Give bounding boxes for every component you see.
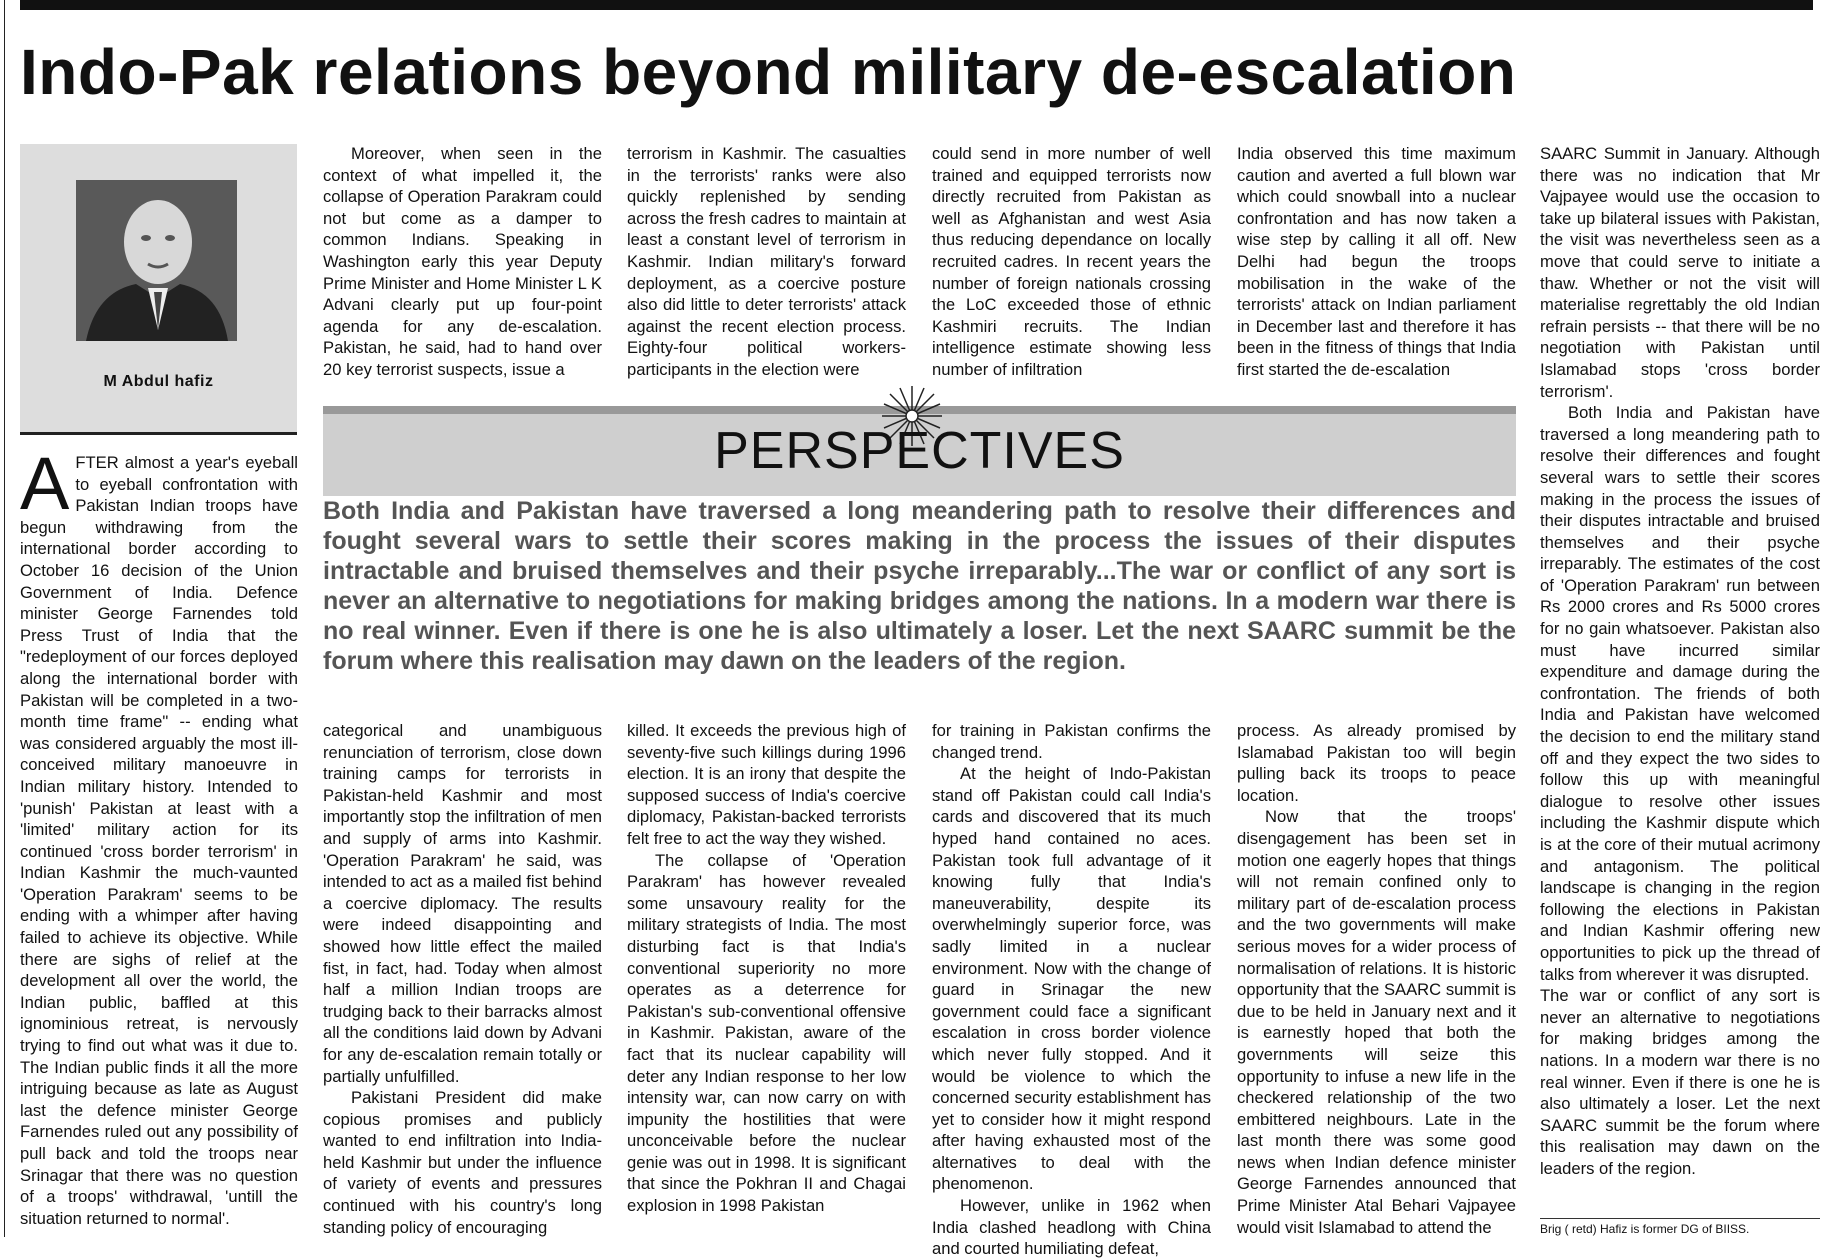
top2-paragraph: terrorism in Kashmir. The casualties in the terrorists' ranks were also quickly replenished by sending across the fresh cadres to maintain at least a constant level of terrorism in Kashmir. Indian military's forward deployment, as a coercive posture also did little to deter terrorists' attack against the recent election process. Eighty-four political workers-participants in the election were: [627, 144, 906, 379]
right-paragraph-1: SAARC Summit in January. Although there was no indication that Mr Vajpayee would use the occasion to take up bilateral issues with Pakistan, the visit was nevertheless seen as a move that could serve to initiate a thaw. Whether or not the visit will materialise regrettably the old Indian refrain persists -- that there will be no negotiation with Pakistan until Islamabad stops 'cross border terrorism'.: [1540, 144, 1820, 401]
column-top-1: [323, 143, 602, 381]
column-left: [20, 442, 298, 1229]
bot4-paragraph-2: Now that the troops' disengagement has been set in motion one eagerly hopes that things will not remain confined only to military part of de-escalation process and the two governments will make serious moves for a wider process of normalisation of relations. It is historic opportunity that the SAARC summit is due to be held in January next and it is earnestly hoped that both the governments will seize this opportunity to infuse a new life in the checkered relationship of the two embittered neighbours. Late in the last month there was some good news when Indian defence minister George Farnendes announced that Prime Minister Atal Behari Vajpayee would visit Islamabad to attend the: [1237, 807, 1516, 1237]
portrait-illustration: [76, 180, 237, 341]
column-bottom-4: [1237, 720, 1516, 1238]
bot1-paragraph-1: categorical and unambiguous renunciation of terrorism, close down training camps for terrorists in Pakistan-held Kashmir and most importantly stop the infiltration of men and supply of arms into Kashmir. 'Operation Parakram' he said, was intended to act as a mailed fist behind a coercive diplomacy. The results were indeed disappointing and showed how little effect the mailed fist, in fact, had. Today when almost half a million Indian troops are trudging back to their barracks almost all the conditions laid down by Advani for any de-escalation remain totally or partially unfulfilled.: [323, 721, 602, 1086]
right-paragraph-2: Both India and Pakistan have traversed a long meandering path to resolve their differences and fought several wars to settle their scores making in the process the issues of their disputes intractable and bruised themselves and their psyche irreparably. The estimates of the cost of 'Operation Parakram' run between Rs 2000 crores and Rs 5000 crores for no gain whatsoever. Pakistan also must have incurred similar expenditure and damage during the confrontation. The friends of both India and Pakistan have welcomed the decision to end the military stand off and they expect the two sides to follow this up with meaningful dialogue to resolve other issues including the Kashmir dispute which is at the core of their mutual acrimony and antagonism. The political landscape is changing in the region following the elections in Pakistan and Indian Kashmir offering new opportunities to pick up the thread of talks from wherever it was disrupted.: [1540, 403, 1820, 984]
left-paragraph: AFTER almost a year's eyeball to eyeball confrontation with Pakistan Indian troops have begun withdrawing from the international border according to October 16 decision of the Union Government of India. Defence minister George Farnendes told Press Trust of India that the "redeployment of our forces deployed along the international border with Pakistan will be completed in a two-month time frame" -- ending what was considered arguably the most ill-conceived military manoeuvre in Indian military history. Intended to 'punish' Pakistan at least with a 'limited' military action for its continued 'cross border terrorism' in Indian Kashmir the much-vaunted 'Operation Parakram' seems to be ending with a whimper after having failed to achieve its objective. While there are sighs of relief at the development all over the world, the Indian public, baffled at this ignominious retreat, is nervously trying to find out what was it due to. The Indian public finds it all the more intriguing because as late as August last the defence minister George Farnendes ruled out any possibility of pull back and told the troops near Srinagar that there was no question of a troops' withdrawal, 'untill the situation returned to normal'.: [20, 442, 298, 1228]
right-paragraph-3: The war or conflict of any sort is never an alternative to negotiations for making bridges among the nations. In a modern war there is no real winner. Even if there is one he is also ultimately a loser. Let the next SAARC summit be the forum where this realisation may dawn on the leaders of the region.: [1540, 986, 1820, 1178]
column-top-4: [1237, 143, 1516, 381]
top3-paragraph: could send in more number of well trained and equipped terrorists now directly recruited from Pakistan as well as Afghanistan and west Asia thus reducing dependance on locally recruited cadres. In recent years the number of foreign nationals crossing the LoC exceeded those of ethnic Kashmiri recruits. The Indian intelligence estimate showing less number of infiltration: [932, 144, 1211, 379]
column-bottom-3: [932, 720, 1211, 1260]
top1-paragraph: Moreover, when seen in the context of what impelled it, the collapse of Operation Parakram could not but come as a damper to common Indians. Speaking in Washington early this year Deputy Prime Minister and Home Minister L K Advani clearly put up four-point agenda for any de-escalation. Pakistan, he said, had to hand over 20 key terrorist suspects, issue a: [323, 144, 602, 379]
bot4-paragraph-1: process. As already promised by Islamabad Pakistan too will begin pulling back its troops to peace location.: [1237, 721, 1516, 805]
left-border-rule: [4, 0, 5, 1237]
top-rule: [20, 0, 1813, 10]
bot3-paragraph-2: At the height of Indo-Pakistan stand off Pakistan could call India's cards and discovered that its much hyped hand contained no aces. Pakistan took full advantage of it knowing fully that India's maneuverability, despite its overwhelmingly superior force, was sadly limited in a nuclear environment. Now with the change of guard in Srinagar the new government could face a significant escalation in cross border violence which never fully stopped. And it would be violence to which the concerned security establishment has yet to consider how it might respond after having exhausted most of the alternatives to deal with the phenomenon.: [932, 764, 1211, 1194]
bot1-paragraph-2: Pakistani President did make copious promises and publicly wanted to end infiltration into India-held Kashmir but under the influence of variety of events and pressures continued with his country's long standing policy of encouraging: [323, 1088, 602, 1237]
column-top-3: [932, 143, 1211, 381]
bot2-paragraph-1: killed. It exceeds the previous high of seventy-five such killings during 1996 election. It is an irony that despite the supposed success of India's coercive diplomacy, Pakistan-backed terrorists felt free to act the way they wished.: [627, 721, 906, 848]
column-bottom-1: [323, 720, 602, 1238]
author-portrait-photo: [76, 180, 237, 341]
column-bottom-2: [627, 720, 906, 1217]
section-title: PERSPECTIVES: [714, 422, 1125, 480]
author-byline: M Abdul hafiz: [103, 373, 214, 390]
column-top-2: [627, 143, 906, 381]
bot2-paragraph-2: The collapse of 'Operation Parakram' has however revealed some unsavoury reality for the military strategists of India. The most disturbing fact is that India's conventional superiority no more operates as a deterrence for Pakistan's sub-conventional offensive in Kashmir. Pakistan, aware of the fact that its nuclear capability will deter any Indian response to her low intensity war, can now carry on with impunity the hostilities that were unconceivable before the nuclear genie was out in 1998. It is significant that since the Pokhran II and Chagai explosion in 1998 Pakistan: [627, 850, 906, 1216]
author-credit: Brig ( retd) Hafiz is former DG of BIISS.: [1540, 1222, 1750, 1236]
article-headline: Indo-Pak relations beyond military de-escalation: [20, 36, 1517, 108]
credit-rule: [1540, 1218, 1820, 1219]
author-box: [20, 144, 297, 435]
top4-paragraph: India observed this time maximum caution and averted a full blown war which could snowball into a nuclear confrontation and has now taken a wise step by calling it all off. New Delhi had begun the troops mobilisation in the wake of the terrorists' attack on Indian parliament in December last and therefore it has been in the fitness of things that India first started the de-escalation: [1237, 144, 1516, 379]
bot3-paragraph-1: for training in Pakistan confirms the changed trend.: [932, 721, 1211, 762]
pull-quote: Both India and Pakistan have traversed a long meandering path to resolve their differences and fought several wars to settle their scores making in the process the issues of their disputes intractable and bruised themselves and their psyche irreparably...The war or conflict of any sort is never an alternative to negotiations for making bridges among the nations. In a modern war there is no real winner. Even if there is one he is also ultimately a loser. Let the next SAARC summit be the forum where this realisation may dawn on the leaders of the region.: [323, 497, 1516, 675]
bot3-paragraph-3: However, unlike in 1962 when India clashed headlong with China and courted humiliating defeat,: [932, 1196, 1211, 1259]
column-right: [1540, 143, 1820, 1180]
